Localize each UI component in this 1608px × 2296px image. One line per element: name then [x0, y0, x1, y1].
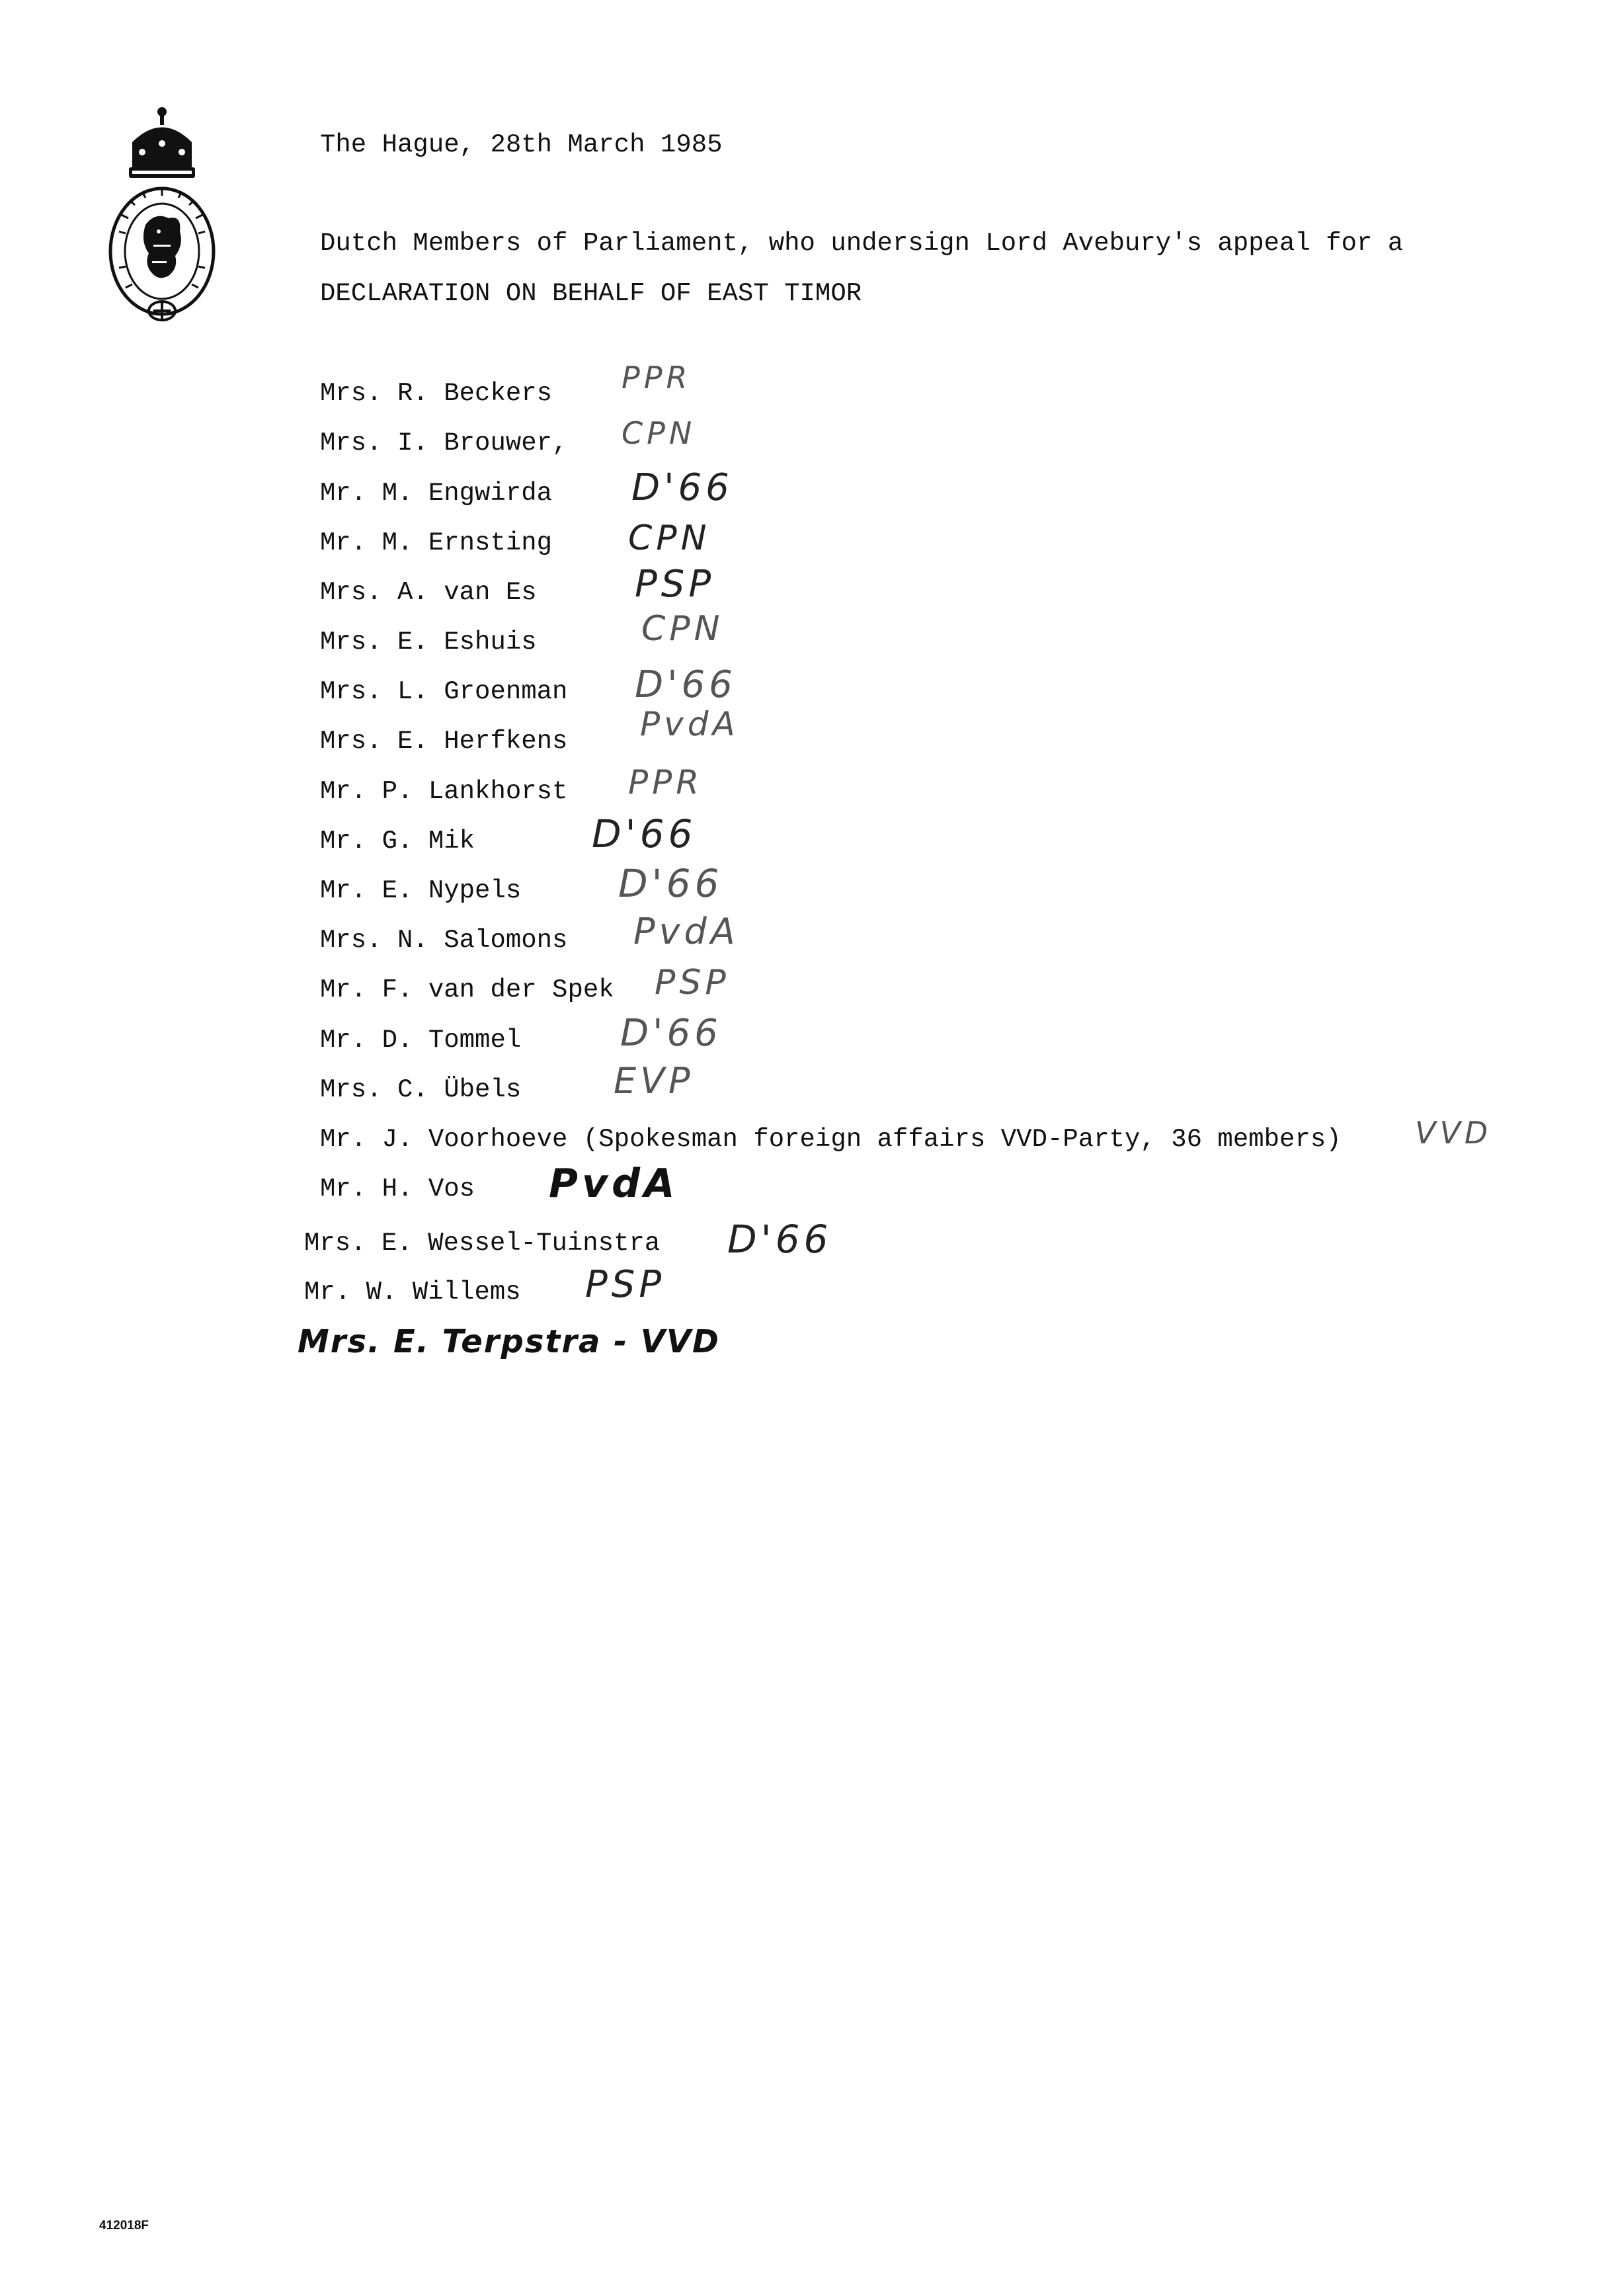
intro-line: Dutch Members of Parliament, who undersign Lord Avebury's appeal for a	[320, 229, 1404, 258]
member-name: Mr. F. van der Spek	[320, 975, 614, 1004]
declaration-title: DECLARATION ON BEHALF OF EAST TIMOR	[320, 279, 862, 308]
party-annotation: EVP	[614, 1060, 694, 1102]
party-annotation: D'66	[592, 811, 697, 856]
party-annotation: VVD	[1415, 1115, 1492, 1151]
member-name: Mrs. E. Herfkens	[320, 727, 568, 756]
party-annotation: CPN	[628, 518, 711, 558]
party-annotation: PPR	[628, 763, 704, 801]
party-annotation: D'66	[618, 861, 723, 906]
member-name: Mr. E. Nypels	[320, 876, 522, 905]
party-annotation: PvdA	[633, 911, 739, 952]
member-name: Mrs. R. Beckers	[320, 379, 553, 408]
member-name: Mr. J. Voorhoeve (Spokesman foreign affairs VVD-Party, 36 members)	[320, 1125, 1342, 1154]
party-annotation: D'66	[631, 466, 733, 509]
member-name: Mrs. C. Übels	[320, 1075, 522, 1104]
member-name: Mr. W. Willems	[304, 1278, 521, 1307]
member-name: Mrs. E. Eshuis	[320, 628, 537, 657]
party-annotation: PSP	[635, 563, 715, 606]
handwritten-signatory: Mrs. E. Terpstra - VVD	[298, 1323, 720, 1360]
party-annotation: D'66	[727, 1217, 832, 1262]
member-name: Mr. P. Lankhorst	[320, 777, 568, 806]
party-annotation: CPN	[641, 609, 724, 649]
party-annotation: CPN	[622, 415, 696, 451]
member-name: Mrs. N. Salomons	[320, 926, 568, 955]
party-annotation: PvdA	[549, 1161, 679, 1207]
party-annotation: D'66	[635, 663, 737, 706]
party-annotation: PSP	[585, 1263, 666, 1306]
member-name: Mrs. I. Brouwer,	[320, 429, 568, 458]
member-name: Mr. M. Ernsting	[320, 528, 553, 557]
member-name: Mrs. E. Wessel-Tuinstra	[304, 1229, 661, 1258]
member-name: Mr. M. Engwirda	[320, 479, 553, 508]
member-name: Mr. G. Mik	[320, 827, 475, 856]
parliament-seal-icon	[106, 102, 218, 327]
member-name: Mr. H. Vos	[320, 1174, 475, 1204]
document-number: 412018F	[99, 2219, 149, 2233]
member-name: Mr. D. Tommel	[320, 1026, 522, 1055]
party-annotation: PPR	[622, 360, 692, 395]
member-name: Mrs. L. Groenman	[320, 677, 568, 706]
date-line: The Hague, 28th March 1985	[320, 130, 723, 159]
party-annotation: PSP	[655, 963, 730, 1003]
member-name: Mrs. A. van Es	[320, 578, 537, 607]
party-annotation: PvdA	[640, 705, 739, 743]
party-annotation: D'66	[620, 1012, 722, 1055]
